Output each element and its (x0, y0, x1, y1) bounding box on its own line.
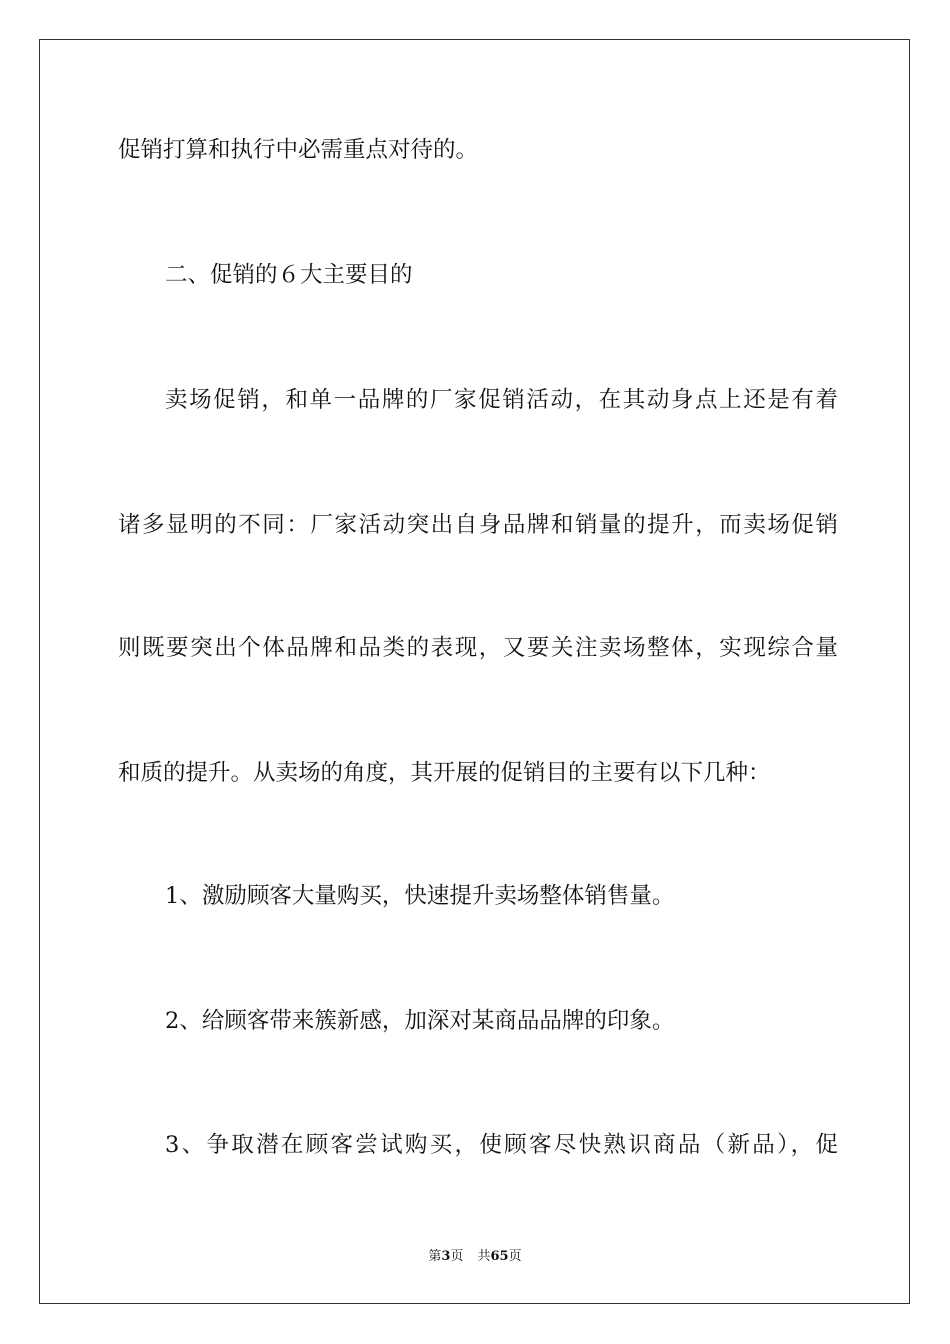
footer-total-suffix: 页 (508, 1249, 522, 1264)
page-footer (0, 1248, 950, 1266)
list-item-3: 3、争取潜在顾客尝试购买，使顾客尽快熟识商品（新品），促 (165, 1132, 838, 1158)
list-item-2: 2、给顾客带来簇新感，加深对某商品品牌的印象。 (165, 1008, 675, 1034)
footer-page-suffix: 页 (450, 1249, 464, 1264)
body-line-6: 和质的提升。从卖场的角度，其开展的促销目的主要有以下几种： (118, 760, 771, 786)
section-heading: 二、促销的６大主要目的 (165, 262, 413, 288)
body-line-1: 促销打算和执行中必需重点对待的。 (118, 137, 479, 163)
list-item-1: 1、激励顾客大量购买，快速提升卖场整体销售量。 (165, 883, 675, 909)
footer-page-prefix: 第 (428, 1249, 442, 1264)
footer-total-pages: 65 (490, 1249, 509, 1264)
body-line-4: 诸多显明的不同：厂家活动突出自身品牌和销量的提升，而卖场促销 (118, 512, 838, 538)
body-line-5: 则既要突出个体品牌和品类的表现，又要关注卖场整体，实现综合量 (118, 635, 838, 661)
page-border (39, 39, 910, 1304)
footer-page-number: 3 (441, 1249, 451, 1264)
body-line-3: 卖场促销，和单一品牌的厂家促销活动，在其动身点上还是有着 (165, 387, 838, 413)
footer-total-prefix: 共 (477, 1249, 491, 1264)
